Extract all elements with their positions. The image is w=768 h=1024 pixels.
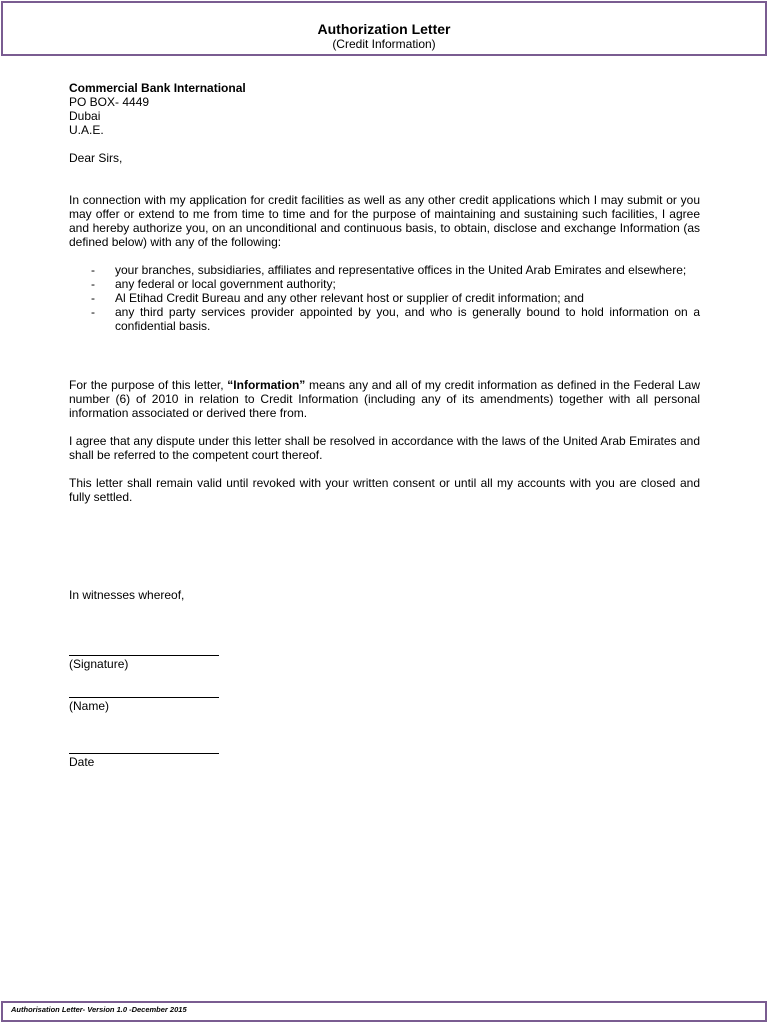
- dispute-paragraph: I agree that any dispute under this letter shall be resolved in accordance with the laws of the United Arab Emirates and shall be referred to the competent court thereof.: [69, 434, 700, 462]
- witness-line: In witnesses whereof,: [69, 588, 185, 602]
- date-label: Date: [69, 755, 95, 769]
- definition-paragraph: [69, 378, 700, 420]
- document-subtitle: (Credit Information): [332, 37, 436, 51]
- signature-blank-line: [69, 655, 219, 656]
- list-item-text: any third party services provider appointed by you, and who is generally bound to hold information on a confidential basis.: [115, 305, 700, 333]
- list-item-text: your branches, subsidiaries, affiliates and representative offices in the United Arab Emirates and elsewhere;: [115, 263, 687, 277]
- definition-lead: For the purpose of this letter,: [69, 378, 228, 392]
- list-item-text: any federal or local government authority;: [115, 277, 336, 291]
- bullet-dash: -: [91, 305, 95, 319]
- list-item: [69, 291, 700, 305]
- defined-term: “Information”: [227, 378, 306, 392]
- intro-paragraph: In connection with my application for credit facilities as well as any other credit applications which I may submit or you may offer or extend to me from time to time and for the purpose of maintaining and sustaining such facilities, I agree and hereby authorize you, on an unconditional and continuous basis, to obtain, disclose and exchange Information (as defined below) with any of the following:: [69, 193, 700, 249]
- recipient-address: [69, 81, 246, 137]
- list-item: [69, 305, 700, 333]
- list-item: [69, 263, 700, 277]
- validity-paragraph: This letter shall remain valid until revoked with your written consent or until all my accounts with you are closed and fully settled.: [69, 476, 700, 504]
- salutation: Dear Sirs,: [69, 151, 123, 165]
- bank-name: Commercial Bank International: [69, 81, 246, 95]
- document-header: [1, 1, 767, 56]
- name-label: (Name): [69, 699, 110, 713]
- list-item-text: Al Etihad Credit Bureau and any other relevant host or supplier of credit information; and: [115, 291, 584, 305]
- po-box: PO BOX- 4449: [69, 95, 150, 109]
- document-footer: [1, 1001, 767, 1022]
- date-blank-line: [69, 753, 219, 754]
- authorized-parties-list: [69, 263, 700, 333]
- document-title: Authorization Letter: [317, 21, 451, 37]
- list-item: [69, 277, 700, 291]
- country: U.A.E.: [69, 123, 104, 137]
- definition-body: means any and all of my credit information as defined in the Federal Law number (6) of 2010 in relation to Credit Information (including any of its amendments) together with all personal information associated or derived there from.: [69, 378, 700, 420]
- city: Dubai: [69, 109, 101, 123]
- bullet-dash: -: [91, 263, 95, 277]
- name-blank-line: [69, 697, 219, 698]
- bullet-dash: -: [91, 291, 95, 305]
- footer-version-text: Authorisation Letter- Version 1.0 -December 2015: [11, 1005, 187, 1014]
- signature-label: (Signature): [69, 657, 129, 671]
- bullet-dash: -: [91, 277, 95, 291]
